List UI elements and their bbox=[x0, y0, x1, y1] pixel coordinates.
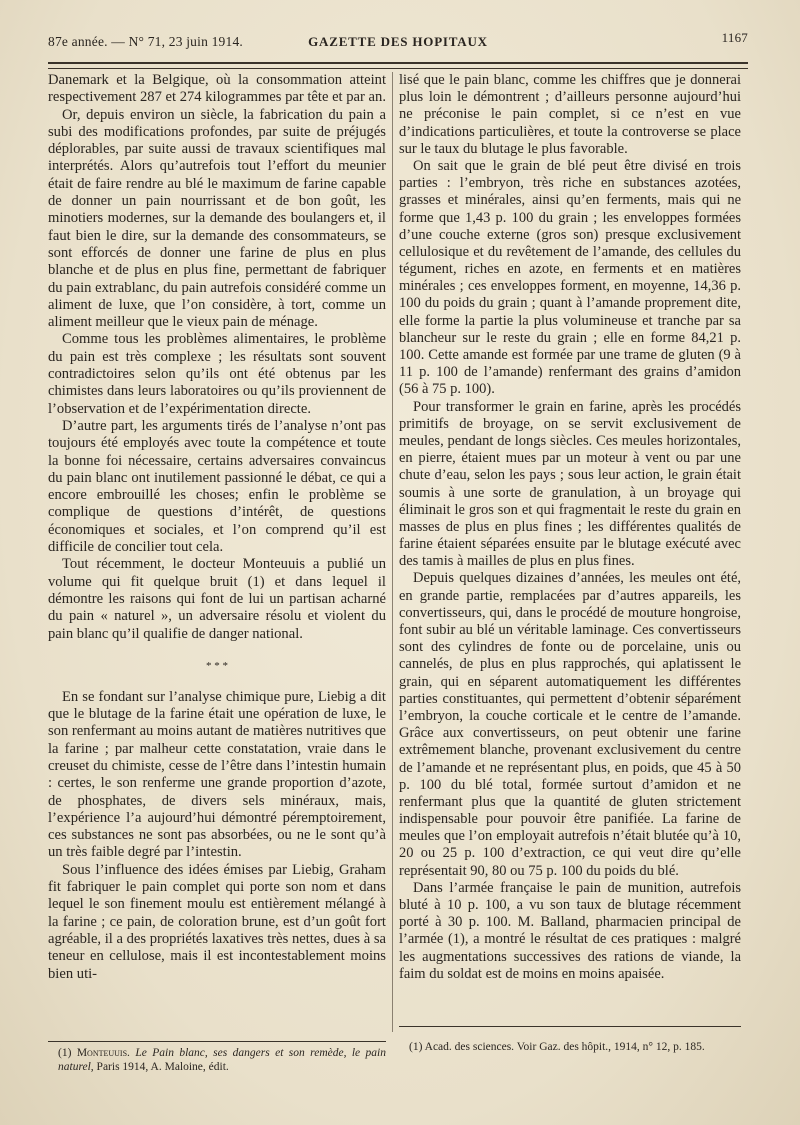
left-column bbox=[48, 72, 386, 983]
footnote-rule-right bbox=[399, 1026, 741, 1027]
header-rule bbox=[48, 62, 748, 69]
footnote-marker: (1) bbox=[58, 1047, 72, 1059]
footnote-rest: Paris 1914, A. Maloine, édit. bbox=[96, 1061, 229, 1073]
paragraph: D’autre part, les arguments tirés de l’analyse n’ont pas toujours été employés avec toute la compétence et toute la bonne foi nécessaire, certains adversaires convaincus du pain blanc ont inutilement passionné le débat, ce qui a encore embrouillé les choses; enfin le problème se complique de questions d’intérêt, de questions économiques et sociales, et l’on comprend qu’il est difficile de concilier tout cela. bbox=[48, 417, 386, 556]
journal-title: GAZETTE DES HOPITAUX bbox=[308, 34, 488, 49]
paragraph: Or, depuis environ un siècle, la fabrication du pain a subi des modifications profondes, par suite de préjugés déplorables, par suite aussi de travaux scientifiques mal interprétés. Alors qu’autrefois tout l’effort du meunier était de faire rendre au blé le maximum de farine capable de donner un pain nourrissant et de bon goût, les minotiers modernes, sur la demande des boulangers et, il faut bien le dire, sur la demande des consommateurs, se sont efforcés de donner une farine de plus en plus blanche et de plus en plus fine, permettant de fabriquer du pain extrablanc, du pain autrefois considéré comme un aliment de luxe, que l’on considère, à tort, comme un aliment meilleur que le vieux pain de ménage. bbox=[48, 106, 386, 331]
paragraph: Tout récemment, le docteur Monteuuis a publié un volume qui fit quelque bruit (1) et dans lequel il démontre les raisons qui font de lui un partisan acharné du pain « naturel », un adversaire résolu et violent du pain blanc qu’il qualifie de danger national. bbox=[48, 556, 386, 642]
footnote-title: Le Pain blanc, ses dangers et son remède, le pain naturel, bbox=[58, 1047, 387, 1073]
paragraph: Danemark et la Belgique, où la consommation atteint respectivement 287 et 274 kilogrammes par tête et par an. bbox=[48, 72, 386, 106]
footnote-author: Monteuuis. bbox=[76, 1047, 130, 1059]
paragraph: lisé que le pain blanc, comme les chiffres que je donnerai plus loin le démontrent ; d’ailleurs personne aujourd’hui ne préconise le pain complet, si ce n’est en vue d’indications particulières, et toute la controverse se place sur le taux du blutage le plus favorable. bbox=[399, 72, 741, 157]
paragraph: Comme tous les problèmes alimentaires, le problème du pain est très complexe ; les résultats sont souvent contradictoires selon qu’ils ont été obtenus par les chimistes dans leurs laboratoires ou qu’ils proviennent de l’observation et de l’expérimentation directe. bbox=[48, 331, 386, 417]
right-column bbox=[399, 72, 741, 983]
page-header bbox=[48, 30, 748, 56]
page-number: 1167 bbox=[721, 30, 748, 45]
paragraph: On sait que le grain de blé peut être divisé en trois parties : l’embryon, très riche en substances azotées, grasses et minérales, ainsi qu’en ferments, mais qui ne forme que 1,43 p. 100 du grain ; les enveloppes formées d’une couche externe (gros son) presque exclusivement cellulosique et du revêtement de l’amande, des cellules du tégument, riches en azote, en ferments et en matières minérales ; ces enveloppes forment, en moyenne, 14,36 p. 100 du poids du grain ; quant à l’amande proprement dite, elle forme la partie la plus volumineuse et tranche par sa blancheur sur le reste du grain ; elle en forme 84,21 p. 100. Cette amande est formée par une trame de gluten (9 à 11 p. 100 de l’amande) renfermant des grains d’amidon (56 à 75 p. 100). bbox=[399, 157, 741, 398]
footnote-right: (1) Acad. des sciences. Voir Gaz. des hôpit., 1914, n° 12, p. 185. bbox=[409, 1041, 705, 1053]
paragraph: Dans l’armée française le pain de munition, autrefois bluté à 10 p. 100, a vu son taux de blutage récemment porté à 30 p. 100. M. Balland, pharmacien principal de l’armée (1), a montré le résultat de ces pratiques : malgré les augmentations successives des rations de viande, la faim du soldat est de moins en moins apaisée. bbox=[399, 879, 741, 982]
footnote-rule-left bbox=[48, 1041, 386, 1042]
paragraph: Sous l’influence des idées émises par Liebig, Graham fit fabriquer le pain complet qui porte son nom et dans lequel le son finement moulu est entièrement mélangé à la farine ; ce pain, de coloration brune, est d’un goût fort agréable, il a des propriétés laxatives très nettes, dues à sa teneur en cellulose, mais il est incontestablement moins bien uti- bbox=[48, 861, 386, 982]
paragraph: En se fondant sur l’analyse chimique pure, Liebig a dit que le blutage de la farine était une opération de luxe, le son renfermant au moins autant de matières nutritives que la farine ; par malheur cette constatation, vraie dans le creuset du chimiste, cesse de l’être dans l’intestin humain : certes, le son renferme une grande proportion d’azote, de phosphates, de divers sels minéraux, mais, l’expérience l’a aujourd’hui démontré péremptoirement, ces substances ne sont pas absorbées, ou ne le sont qu’à un très faible degré par l’intestin. bbox=[48, 688, 386, 861]
section-separator: * * * bbox=[206, 659, 228, 672]
footnote-left bbox=[58, 1046, 386, 1074]
paragraph: Pour transformer le grain en farine, après les procédés primitifs de broyage, on se servit exclusivement de meules, pendant de longs siècles. Ces meules horizontales, en pierre, étaient mues par un moteur à vent ou par une chute d’eau, selon les pays ; sous leur action, le grain était soumis à une sorte de granulation, à un broyage qui éliminait le gros son et qui fragmentait le reste du grain en masses de plus en plus fines ; les différentes qualités de farine étaient séparées ensuite par le blutage exécuté avec des tamis à mailles de plus en plus fines. bbox=[399, 398, 741, 570]
issue-info: 87e année. — N° 71, 23 juin 1914. bbox=[48, 34, 243, 49]
column-divider bbox=[392, 72, 393, 1032]
paragraph: Depuis quelques dizaines d’années, les meules ont été, en grande partie, remplacées par d’autres appareils, les convertisseurs, qui, dans le procédé de mouture hongroise, font subir au blé un véritable laminage. Ces convertisseurs sont des cylindres de fonte ou de porcelaine, unis ou cannelés, de plus en plus rapprochés, qui aplatissent le grain, qui en séparent automatiquement les différentes parties constituantes, qui permettent d’obtenir séparément l’embryon, la couche corticale et le centre de l’amande. Grâce aux convertisseurs, on peut obtenir une farine extrêmement blanche, provenant exclusivement du centre de l’amande et ne représentant plus, en poids, que 45 à 50 p. 100 du blé total, formée surtout d’amidon et ne renfermant plus que la quantité de gluten strictement indispensable pour pouvoir être panifiée. La farine de meules que l’on employait autrefois n’était blutée qu’à 10, 20 ou 25 p. 100 d’extraction, ce qui veut dire qu’elle représentait 90, 80 ou 75 p. 100 du poids du blé. bbox=[399, 570, 741, 879]
